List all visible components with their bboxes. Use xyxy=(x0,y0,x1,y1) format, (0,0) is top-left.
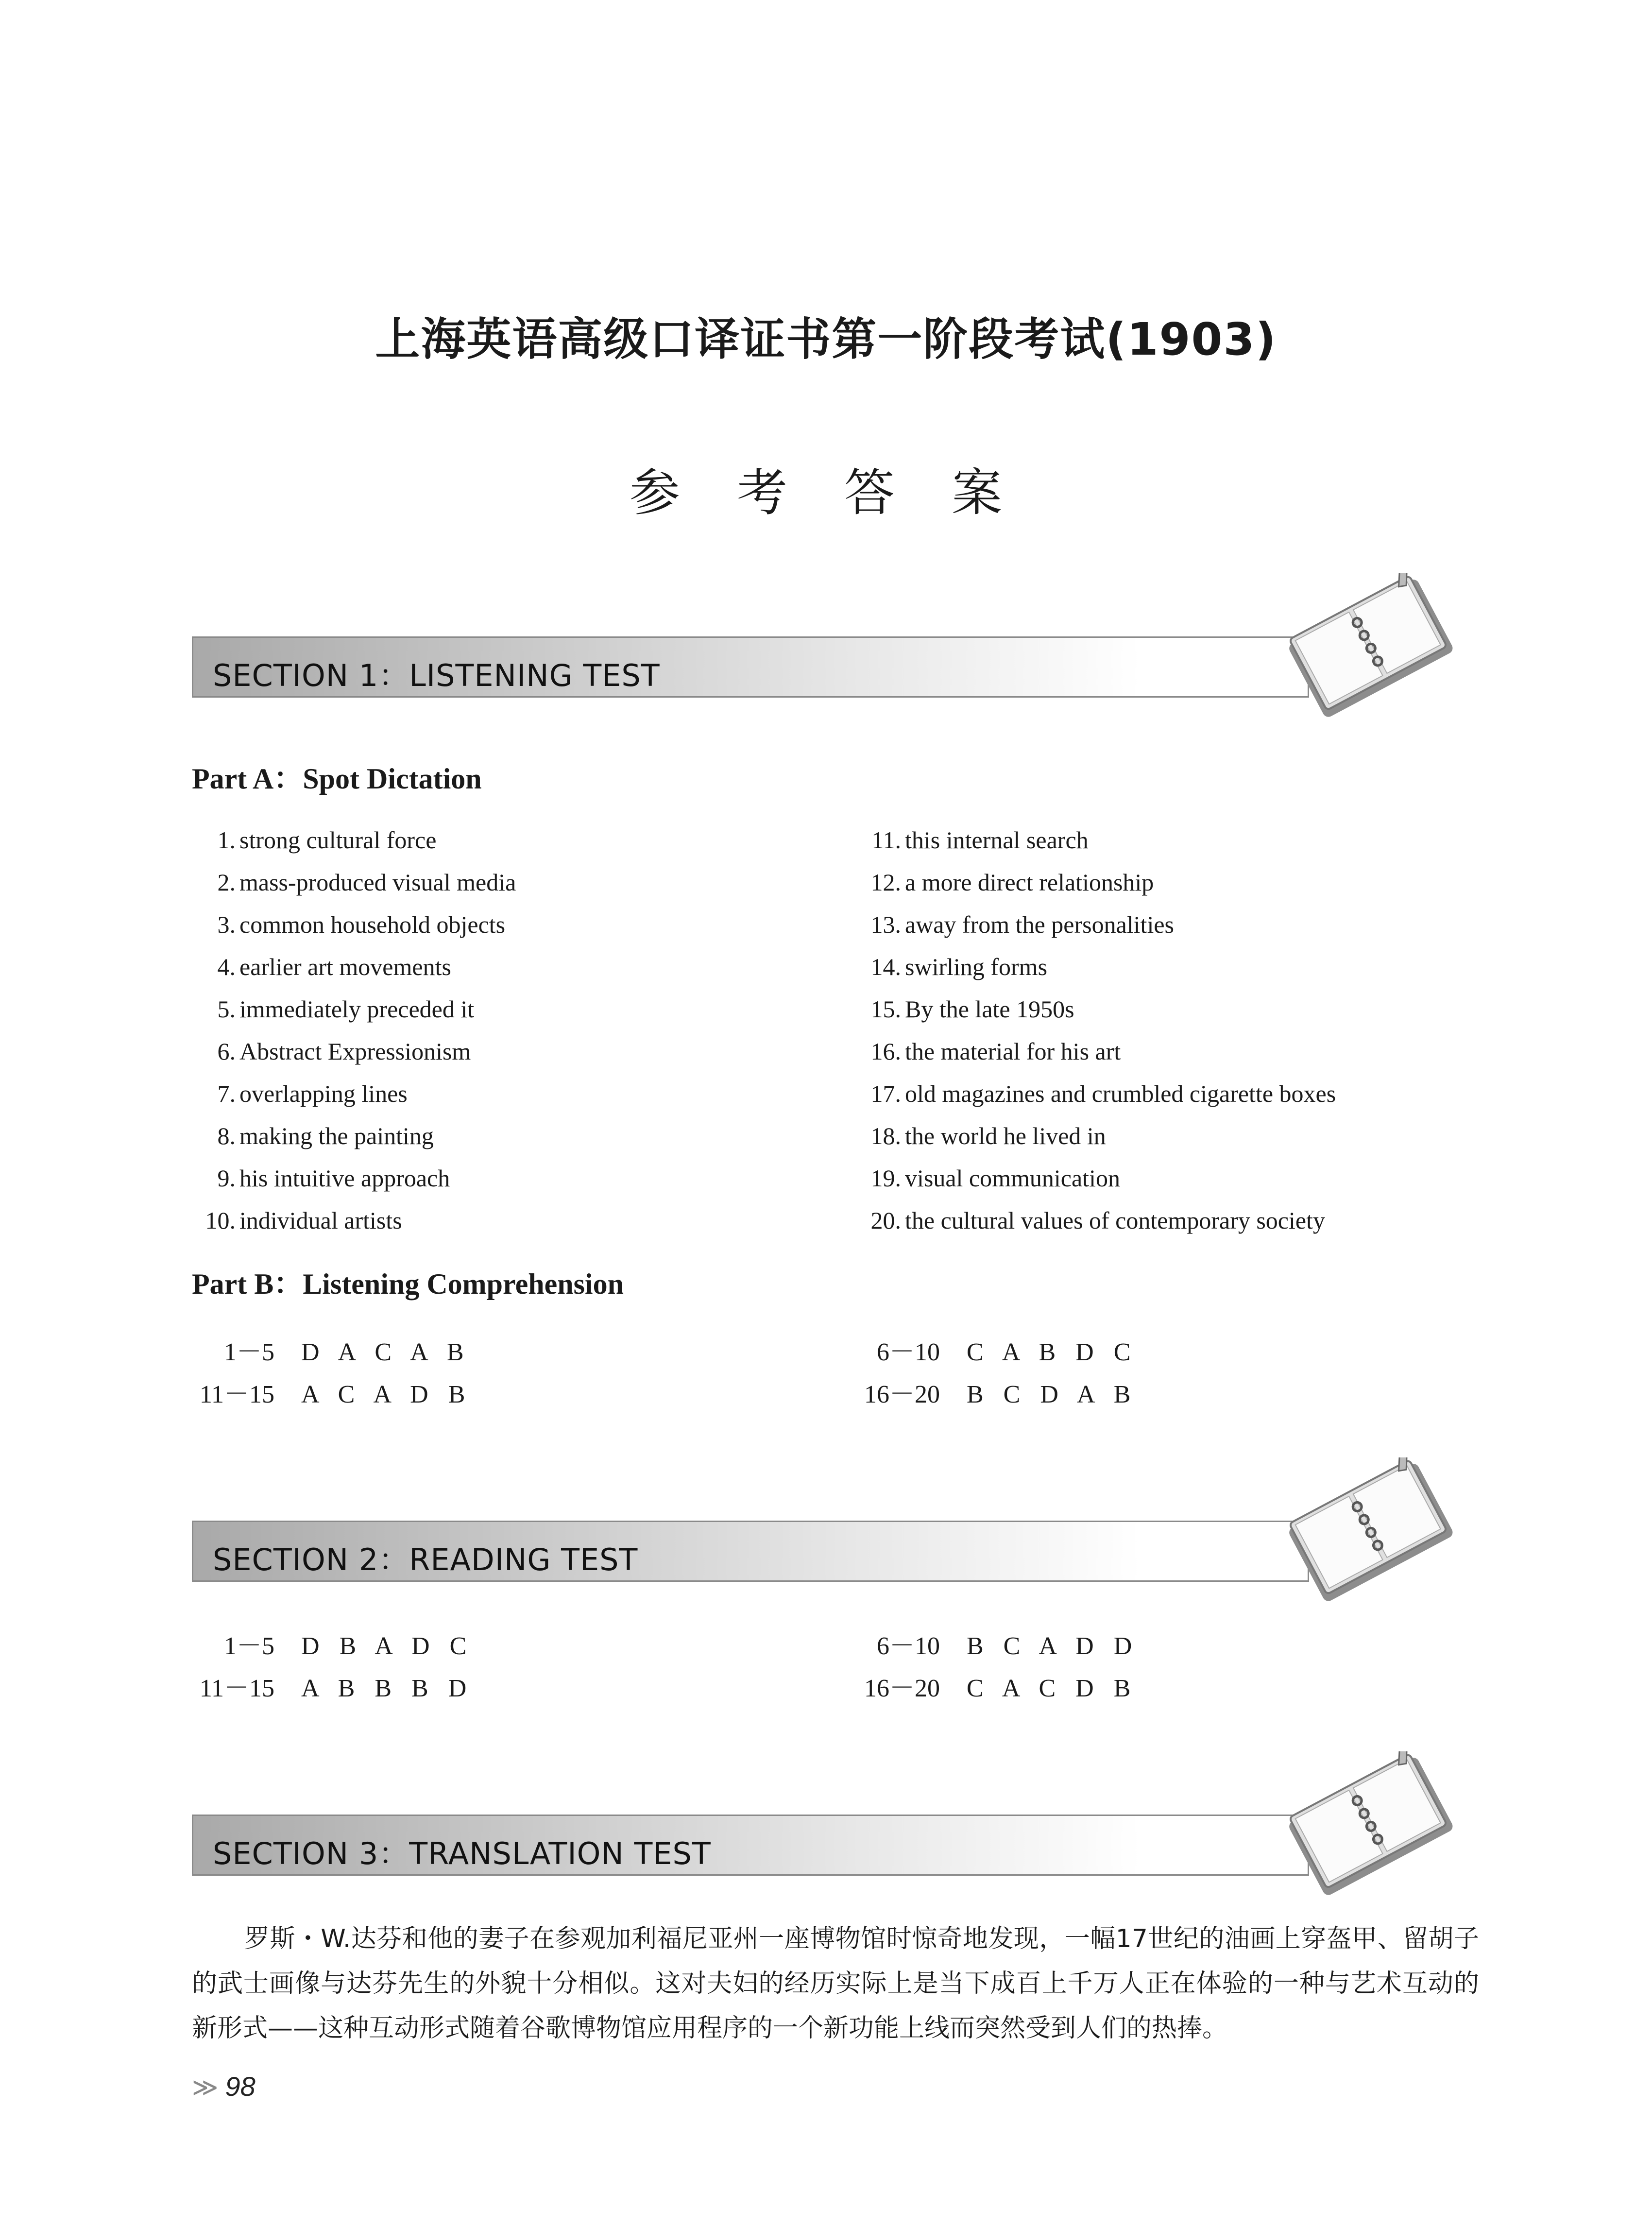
section-3-label: SECTION 3：TRANSLATION TEST xyxy=(213,1836,711,1871)
part-a-left-column xyxy=(192,826,516,1249)
answer-number: 7. xyxy=(217,1080,236,1107)
double-chevron-icon: ≫ xyxy=(192,2073,219,2102)
answer-group-row xyxy=(192,1625,473,1661)
answer-number: 12. xyxy=(870,869,901,896)
answer-row xyxy=(857,826,1336,868)
answer-row xyxy=(857,1037,1336,1079)
answer-text: a more direct relationship xyxy=(905,869,1154,896)
section-3-header xyxy=(192,1815,1309,1876)
answer-row xyxy=(857,868,1336,910)
answer-text: common household objects xyxy=(239,911,506,938)
answer-number: 8. xyxy=(217,1122,236,1149)
answer-letters: D A C A B xyxy=(301,1338,471,1366)
question-range: 6－10 xyxy=(876,1632,940,1660)
answer-number: 13. xyxy=(870,911,901,938)
page-number: 98 xyxy=(225,2071,255,2102)
answer-row xyxy=(857,1164,1336,1206)
part-b-heading: Part B：Listening Comprehension xyxy=(192,1268,624,1300)
question-range: 16－20 xyxy=(864,1381,940,1408)
answer-group-row xyxy=(857,1667,1137,1704)
answer-row xyxy=(857,995,1336,1037)
answer-number: 9. xyxy=(217,1164,236,1192)
answer-text: the cultural values of contemporary society xyxy=(905,1207,1325,1234)
section-1-header xyxy=(192,636,1309,698)
section-2-label: SECTION 2：READING TEST xyxy=(213,1542,638,1577)
answer-text: individual artists xyxy=(239,1207,402,1234)
answer-letters: C A C D B xyxy=(967,1675,1138,1702)
page-subtitle: 参 考 答 案 xyxy=(629,463,1023,522)
answer-letters: C A B D C xyxy=(967,1338,1138,1366)
question-range: 1－5 xyxy=(223,1632,274,1660)
answer-number: 20. xyxy=(870,1207,901,1234)
answer-text: immediately preceded it xyxy=(239,995,475,1023)
answer-number: 15. xyxy=(870,995,901,1023)
notebook-icon xyxy=(1277,1751,1462,1897)
answer-row xyxy=(857,1122,1336,1164)
answer-number: 3. xyxy=(217,911,236,938)
answer-text: strong cultural force xyxy=(239,826,437,854)
answer-row xyxy=(192,953,516,995)
answer-text: visual communication xyxy=(905,1164,1120,1192)
answer-text: making the painting xyxy=(239,1122,434,1149)
section-2-header xyxy=(192,1521,1309,1582)
answer-number: 5. xyxy=(217,995,236,1023)
answer-number: 16. xyxy=(870,1038,901,1065)
answer-row xyxy=(192,868,516,910)
answer-text: his intuitive approach xyxy=(239,1164,450,1192)
answer-row xyxy=(192,1037,516,1079)
answer-number: 11. xyxy=(871,826,901,854)
question-range: 6－10 xyxy=(876,1338,940,1366)
page-title: 上海英语高级口译证书第一阶段考试(1903) xyxy=(375,313,1277,365)
answer-text: Abstract Expressionism xyxy=(239,1038,471,1065)
answer-row xyxy=(192,995,516,1037)
part-a-heading: Part A：Spot Dictation xyxy=(192,763,482,795)
answer-number: 1. xyxy=(217,826,236,854)
page-footer xyxy=(192,2071,255,2102)
answer-letters: D B A D C xyxy=(301,1632,474,1660)
answer-row xyxy=(192,1206,516,1249)
answer-group-row xyxy=(192,1331,471,1368)
answer-group-row xyxy=(857,1373,1137,1410)
answer-number: 10. xyxy=(205,1207,236,1234)
answer-number: 2. xyxy=(217,869,236,896)
answer-text: the world he lived in xyxy=(905,1122,1106,1149)
answer-text: mass-produced visual media xyxy=(239,869,516,896)
answer-row xyxy=(192,1164,516,1206)
answer-text: this internal search xyxy=(905,826,1089,854)
answer-text: earlier art movements xyxy=(239,953,451,980)
answer-number: 4. xyxy=(217,953,236,980)
answer-letters: A B B B D xyxy=(301,1675,474,1702)
answer-text: away from the personalities xyxy=(905,911,1174,938)
answer-letters: B C A D D xyxy=(967,1632,1139,1660)
answer-row xyxy=(857,953,1336,995)
answer-letters: A C A D B xyxy=(301,1381,472,1408)
question-range: 11－15 xyxy=(199,1381,274,1408)
answer-row xyxy=(857,1206,1336,1249)
answer-row xyxy=(192,1122,516,1164)
answer-letters: B C D A B xyxy=(967,1381,1138,1408)
translation-answer: 罗斯・W.达芬和他的妻子在参观加利福尼亚州一座博物馆时惊奇地发现，一幅17世纪的油画上穿盔甲、留胡子的武士画像与达芬先生的外貌十分相似。这对夫妇的经历实际上是当下成百上千万人正在体验的一种与艺术互动的新形式——这种互动形式随着谷歌博物馆应用程序的一个新功能上线而突然受到人们的热捧。 xyxy=(192,1924,1479,2043)
answer-text: the material for his art xyxy=(905,1038,1121,1065)
answer-row xyxy=(857,910,1336,953)
question-range: 16－20 xyxy=(864,1675,940,1702)
answer-text: old magazines and crumbled cigarette boxes xyxy=(905,1080,1336,1107)
answer-text: swirling forms xyxy=(905,953,1048,980)
notebook-icon xyxy=(1277,1457,1462,1603)
section-1-label: SECTION 1：LISTENING TEST xyxy=(213,658,660,693)
answer-group-row xyxy=(192,1373,472,1410)
question-range: 11－15 xyxy=(199,1675,274,1702)
answer-number: 19. xyxy=(870,1164,901,1192)
answer-row xyxy=(192,1079,516,1122)
notebook-icon xyxy=(1277,573,1462,719)
answer-group-row xyxy=(857,1625,1139,1661)
answer-row xyxy=(192,826,516,868)
answer-number: 18. xyxy=(870,1122,901,1149)
part-a-right-column xyxy=(857,826,1336,1249)
answer-row xyxy=(857,1079,1336,1122)
answer-text: overlapping lines xyxy=(239,1080,408,1107)
answer-text: By the late 1950s xyxy=(905,995,1074,1023)
answer-group-row xyxy=(192,1667,473,1704)
answer-group-row xyxy=(857,1331,1137,1368)
answer-row xyxy=(192,910,516,953)
answer-number: 17. xyxy=(870,1080,901,1107)
answer-number: 6. xyxy=(217,1038,236,1065)
answer-number: 14. xyxy=(870,953,901,980)
question-range: 1－5 xyxy=(223,1338,274,1366)
